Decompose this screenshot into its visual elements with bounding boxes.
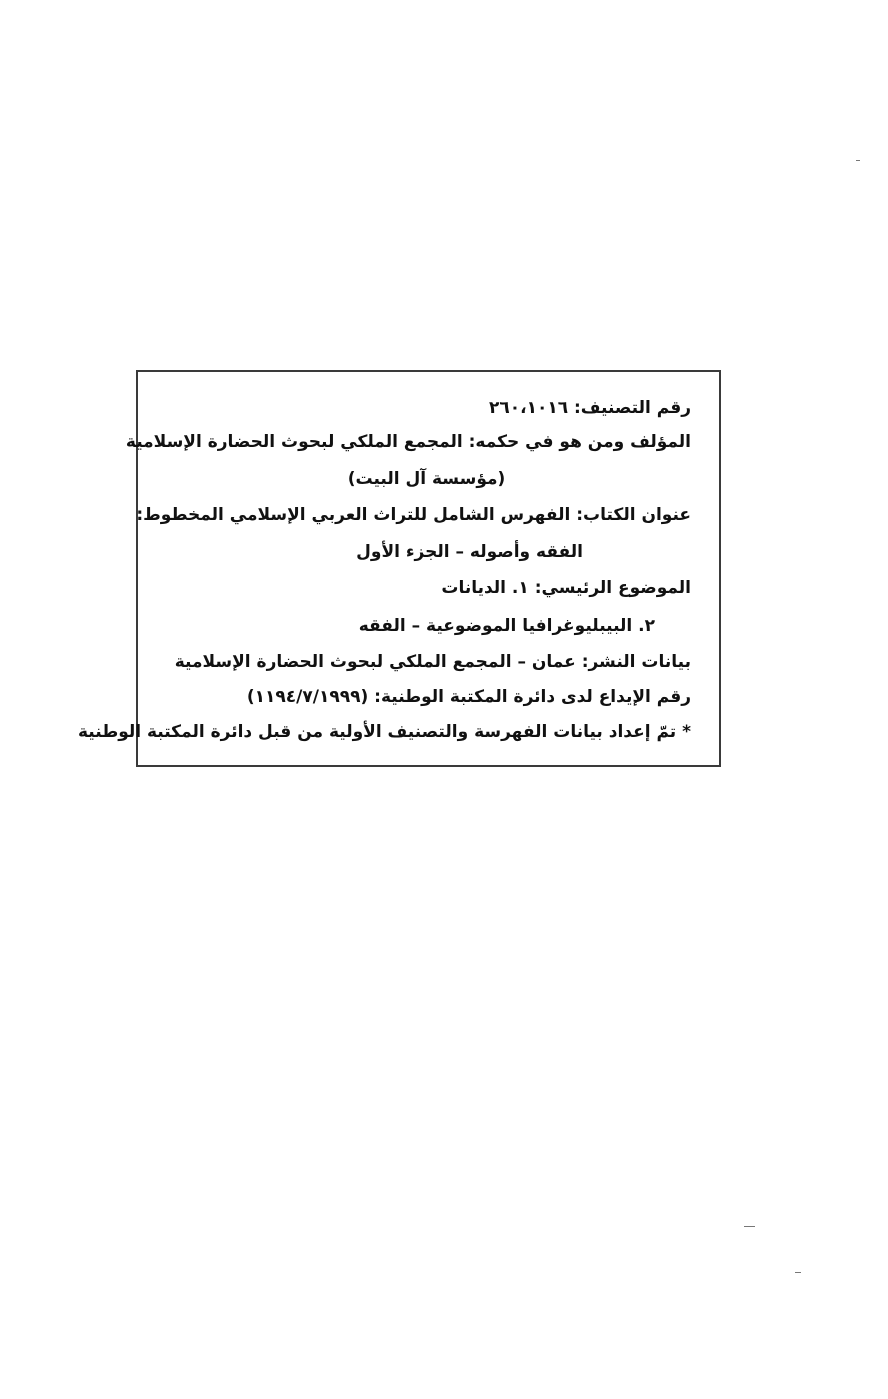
main-subject-line: الموضوع الرئيسي: ١. الديانات (441, 578, 691, 598)
publication-data-line: بيانات النشر: عمان – المجمع الملكي لبحوث الحضارة الإسلامية (174, 652, 691, 672)
cataloging-card (78, 370, 721, 767)
author-note: (مؤسسة آل البيت) (347, 469, 506, 489)
book-title-line: عنوان الكتاب: الفهرس الشامل للتراث العربي الإسلامي المخطوط: (136, 505, 691, 525)
author-line: المؤلف ومن هو في حكمه: المجمع الملكي لبحوث الحضارة الإسلامية (125, 432, 691, 452)
classification-number: رقم التصنيف: ٢٦٠،١٠١٦ (488, 398, 691, 418)
scan-mark (795, 1272, 801, 1273)
deposit-number-line: رقم الإيداع لدى دائرة المكتبة الوطنية: (١١٩٤/٧/١٩٩٩) (246, 687, 691, 707)
cataloging-note: * تمّ إعداد بيانات الفهرسة والتصنيف الأولية من قبل دائرة المكتبة الوطنية (78, 722, 691, 742)
book-title-continuation: الفقه وأصوله – الجزء الأول (356, 542, 583, 562)
scan-mark (744, 1226, 755, 1227)
secondary-subject-line: ٢. البيبليوغرافيا الموضوعية – الفقه (358, 616, 655, 636)
scan-mark (856, 160, 860, 161)
